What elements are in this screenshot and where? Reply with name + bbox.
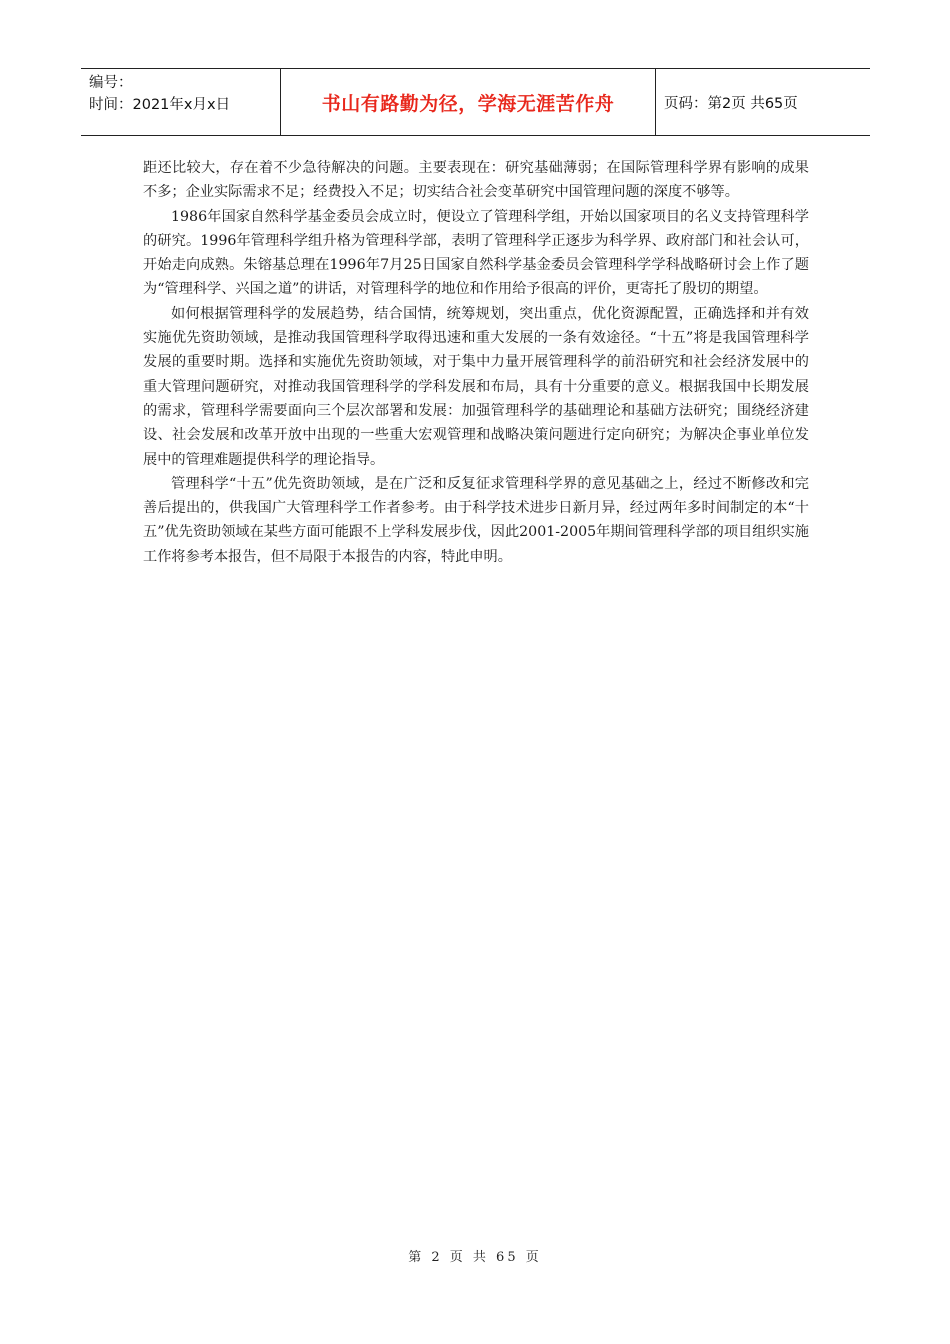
document-time-label: 时间：2021年x月x日: [89, 97, 231, 113]
document-number-label: 编号：: [89, 75, 133, 91]
paragraph: 1986年国家自然科学基金委员会成立时，便设立了管理科学组，开始以国家项目的名义支持管理科学的研究。1996年管理科学组升格为管理科学部，表明了管理科学正逐步为科学界、政府部门和社会认可，开始走向成熟。朱镕基总理在1996年7月25日国家自然科学基金委员会管理科学学科战略研讨会上作了题为“管理科学、兴国之道”的讲话，对管理科学的地位和作用给予很高的评价，更寄托了殷切的期望。: [143, 208, 809, 298]
page-header: [81, 68, 870, 136]
header-page-info: 页码：第2页 共65页: [664, 95, 798, 112]
paragraph-continuation: 距还比较大，存在着不少急待解决的问题。主要表现在：研究基础薄弱；在国际管理科学界有影响的成果不多；企业实际需求不足；经费投入不足；切实结合社会变革研究中国管理问题的深度不够等。: [143, 160, 809, 201]
header-motto: 书山有路勤为径，学海无涯苦作舟: [281, 69, 656, 135]
header-meta-cell: [81, 69, 281, 135]
document-body: [143, 156, 809, 569]
paragraph: 管理科学“十五”优先资助领域，是在广泛和反复征求管理科学界的意见基础之上，经过不断修改和完善后提出的，供我国广大管理科学工作者参考。由于科学技术进步日新月异，经过两年多时间制定的本“十五”优先资助领域在某些方面可能跟不上学科发展步伐，因此2001-2005年期间管理科学部的项目组织实施工作将参考本报告，但不局限于本报告的内容，特此申明。: [143, 475, 809, 565]
page-footer: 第 2 页 共 65 页: [408, 1250, 542, 1265]
paragraph: 如何根据管理科学的发展趋势，结合国情，统筹规划，突出重点，优化资源配置，正确选择和并有效实施优先资助领域，是推动我国管理科学取得迅速和重大发展的一条有效途径。“十五”将是我国管理科学发展的重要时期。选择和实施优先资助领域，对于集中力量开展管理科学的前沿研究和社会经济发展中的重大管理问题研究，对推动我国管理科学的学科发展和布局，具有十分重要的意义。根据我国中长期发展的需求，管理科学需要面向三个层次部署和发展：加强管理科学的基础理论和基础方法研究；围绕经济建设、社会发展和改革开放中出现的一些重大宏观管理和战略决策问题进行定向研究；为解决企事业单位发展中的管理难题提供科学的理论指导。: [143, 305, 809, 468]
